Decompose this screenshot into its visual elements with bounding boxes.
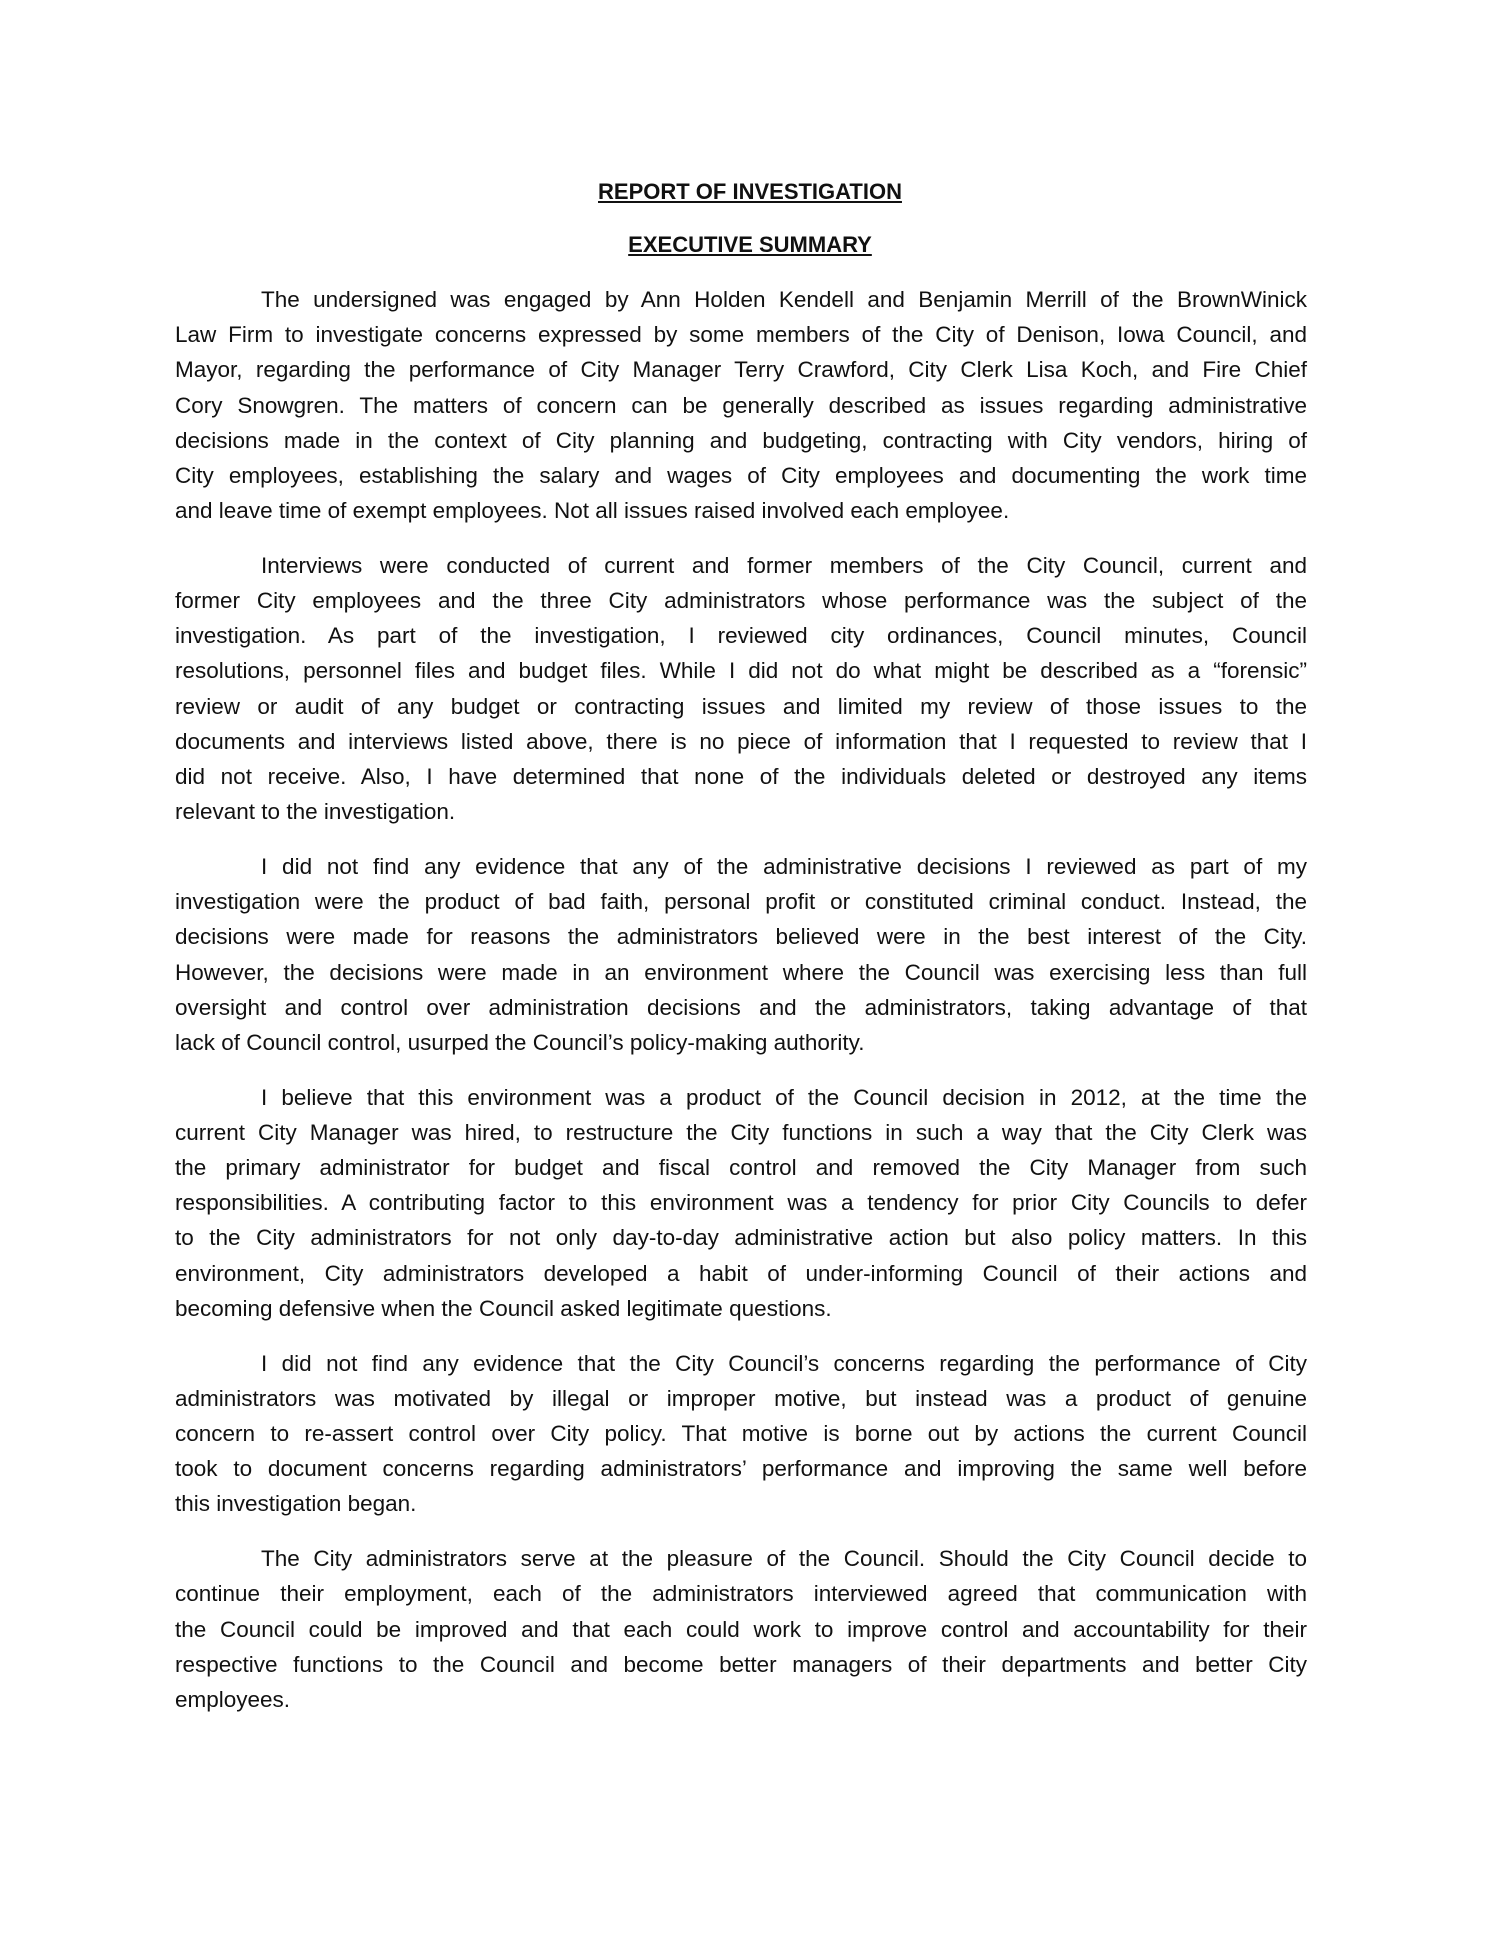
paragraph-line: employees. bbox=[175, 1686, 291, 1712]
paragraph-line: I believe that this environment was a product of the Council decision in 2012, at the time the bbox=[261, 1084, 1307, 1110]
paragraph-line: administrators was motivated by illegal or improper motive, but instead was a product of genuine bbox=[175, 1385, 1307, 1411]
paragraph bbox=[175, 1541, 1307, 1717]
paragraph-line: I did not find any evidence that any of the administrative decisions I reviewed as part of my bbox=[261, 854, 1307, 879]
section-heading: EXECUTIVE SUMMARY bbox=[628, 232, 872, 257]
paragraph-line: concern to re-assert control over City policy. That motive is borne out by actions the current Council bbox=[175, 1421, 1307, 1446]
paragraph-line: to the City administrators for not only day-to-day administrative action but also policy matters. In this bbox=[175, 1225, 1307, 1251]
paragraph-line: took to document concerns regarding administrators’ performance and improving the same well before bbox=[175, 1456, 1307, 1482]
paragraph-line: this investigation began. bbox=[175, 1491, 417, 1517]
paragraph-line: and leave time of exempt employees. Not all issues raised involved each employee. bbox=[175, 498, 1010, 524]
paragraph-line: Law Firm to investigate concerns expressed by some members of the City of Denison, Iowa Council, and bbox=[175, 322, 1307, 348]
paragraph-line: decisions made in the context of City planning and budgeting, contracting with City vendors, hiring of bbox=[175, 427, 1307, 453]
paragraph-line: former City employees and the three City administrators whose performance was the subject of the bbox=[175, 588, 1307, 614]
paragraph-line: continue their employment, each of the administrators interviewed agreed that communication with bbox=[175, 1581, 1307, 1607]
paragraph-line: The City administrators serve at the pleasure of the Council. Should the City Council decide to bbox=[261, 1546, 1307, 1572]
paragraph-line: I did not find any evidence that the City Council’s concerns regarding the performance of City bbox=[261, 1350, 1307, 1376]
paragraph-line: did not receive. Also, I have determined that none of the individuals deleted or destroyed any items bbox=[175, 764, 1307, 790]
document-body bbox=[175, 282, 1307, 1737]
paragraph-line: investigation. As part of the investigation, I reviewed city ordinances, Council minutes, Council bbox=[175, 623, 1307, 649]
paragraph-line: responsibilities. A contributing factor to this environment was a tendency for prior City Councils to defer bbox=[175, 1190, 1307, 1216]
paragraph-line: resolutions, personnel files and budget files. While I did not do what might be described as a “forensic” bbox=[175, 658, 1307, 684]
paragraph-line: decisions were made for reasons the administrators believed were in the best interest of the City. bbox=[175, 924, 1307, 950]
paragraph-line: Mayor, regarding the performance of City Manager Terry Crawford, City Clerk Lisa Koch, and Fire Chief bbox=[175, 357, 1307, 383]
report-title: REPORT OF INVESTIGATION bbox=[598, 179, 902, 204]
paragraph bbox=[175, 1346, 1307, 1522]
paragraph-line: City employees, establishing the salary and wages of City employees and documenting the work time bbox=[175, 462, 1307, 488]
paragraph-line: However, the decisions were made in an environment where the Council was exercising less than full bbox=[175, 959, 1307, 985]
paragraph bbox=[175, 1080, 1307, 1326]
paragraph-line: The undersigned was engaged by Ann Holden Kendell and Benjamin Merrill of the BrownWinick bbox=[261, 287, 1307, 312]
paragraph-line: the primary administrator for budget and fiscal control and removed the City Manager from such bbox=[175, 1155, 1307, 1181]
paragraph bbox=[175, 849, 1307, 1060]
paragraph-line: the Council could be improved and that each could work to improve control and accountability for their bbox=[175, 1616, 1307, 1642]
paragraph-line: documents and interviews listed above, there is no piece of information that I requested to review that I bbox=[175, 728, 1307, 754]
paragraph-line: relevant to the investigation. bbox=[175, 799, 456, 825]
paragraph bbox=[175, 282, 1307, 528]
paragraph-line: lack of Council control, usurped the Council’s policy-making authority. bbox=[175, 1029, 865, 1055]
paragraph-line: oversight and control over administration decisions and the administrators, taking advantage of that bbox=[175, 994, 1307, 1020]
paragraph-line: investigation were the product of bad faith, personal profit or constituted criminal conduct. Instead, the bbox=[175, 889, 1307, 915]
paragraph-line: Interviews were conducted of current and former members of the City Council, current and bbox=[261, 552, 1307, 578]
paragraph-line: Cory Snowgren. The matters of concern can be generally described as issues regarding administrative bbox=[175, 392, 1307, 418]
paragraph-line: review or audit of any budget or contracting issues and limited my review of those issues to the bbox=[175, 693, 1307, 719]
paragraph bbox=[175, 548, 1307, 830]
paragraph-line: environment, City administrators developed a habit of under-informing Council of their actions and bbox=[175, 1260, 1307, 1286]
paragraph-line: becoming defensive when the Council asked legitimate questions. bbox=[175, 1295, 832, 1321]
paragraph-line: respective functions to the Council and become better managers of their departments and better City bbox=[175, 1651, 1307, 1677]
paragraph-line: current City Manager was hired, to restructure the City functions in such a way that the City Clerk was bbox=[175, 1119, 1307, 1145]
